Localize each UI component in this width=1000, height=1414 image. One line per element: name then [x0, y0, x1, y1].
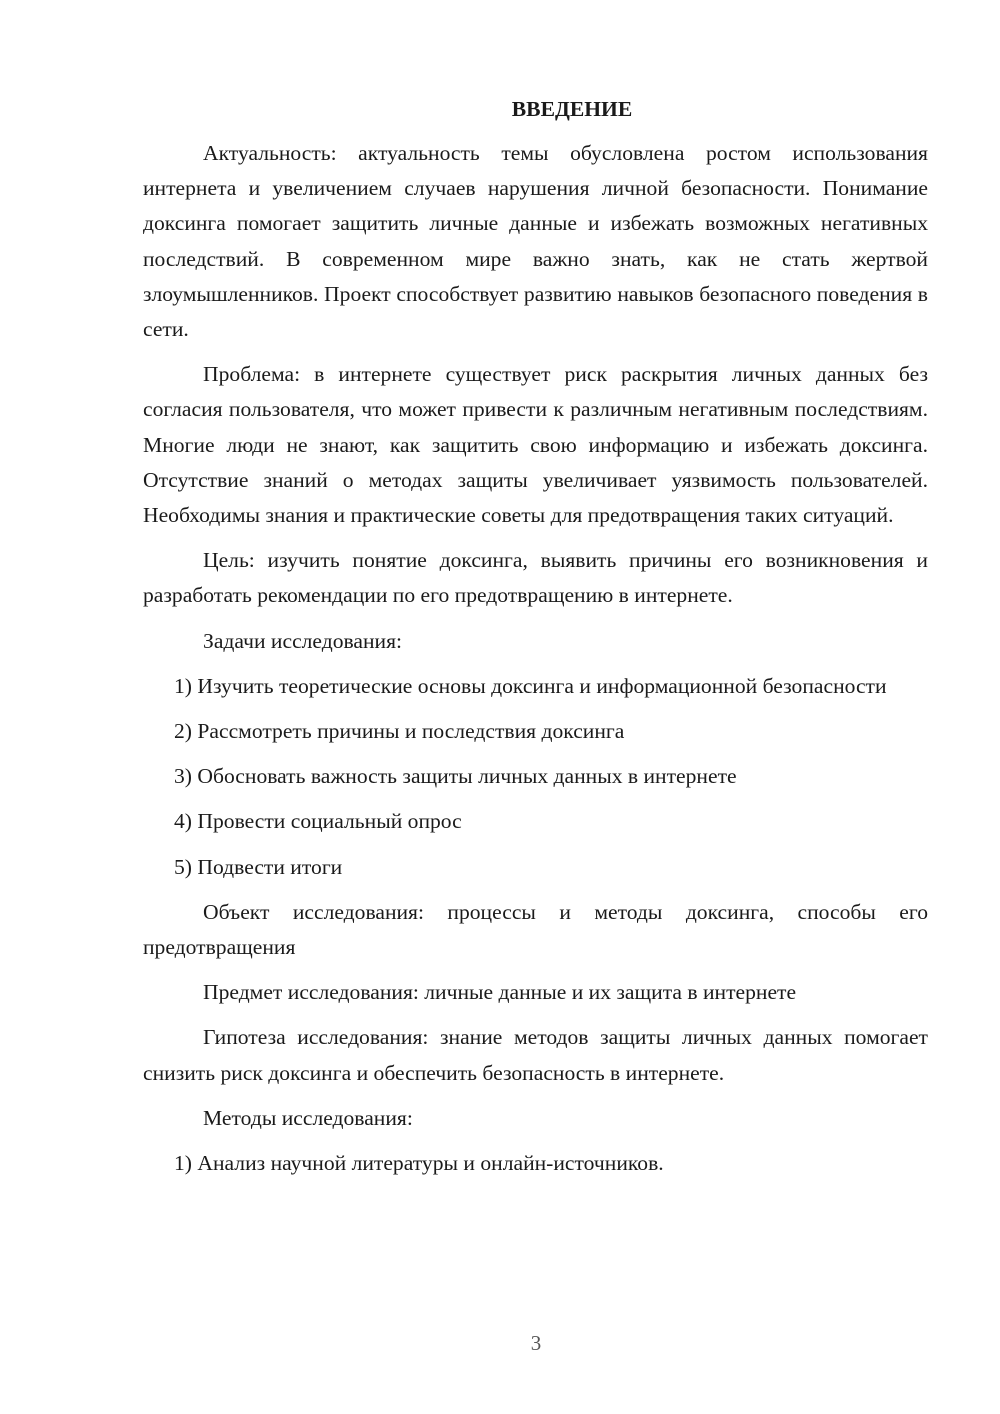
page-title: ВВЕДЕНИЕ — [511, 97, 633, 121]
task-item-5: 5) Подвести итоги — [174, 854, 343, 879]
paragraph-problem: Проблема: в интернете существует риск раскрытия личных данных без согласия пользователя, что может привести к различным негативным последствиям. Многие люди не знают, как защитить свою информацию и избежать доксинга. Отсутствие знаний о методах защиты увеличивает уязвимость пользователей. Необходимы знания и практические советы для предотвращения таких ситуаций. — [143, 362, 928, 528]
task-item-3: 3) Обосновать важность защиты личных данных в интернете — [174, 764, 737, 789]
task-item-2: 2) Рассмотреть причины и последствия доксинга — [174, 719, 625, 744]
paragraph-goal: Цель: изучить понятие доксинга, выявить причины его возникновения и разработать рекомендации по его предотвращению в интернете. — [143, 548, 928, 608]
paragraph-object: Объект исследования: процессы и методы доксинга, способы его предотвращения — [143, 899, 928, 960]
tasks-heading: Задачи исследования: — [203, 628, 403, 653]
method-item-1: 1) Анализ научной литературы и онлайн-источников. — [174, 1151, 664, 1176]
task-item-1: 1) Изучить теоретические основы доксинга и информационной безопасности — [174, 673, 887, 698]
methods-heading: Методы исследования: — [203, 1105, 413, 1130]
document-body — [143, 92, 928, 1191]
page-number: 3 — [530, 1331, 542, 1355]
task-item-4: 4) Провести социальный опрос — [174, 809, 462, 834]
paragraph-subject: Предмет исследования: личные данные и их защита в интернете — [203, 980, 797, 1005]
paragraph-hypothesis: Гипотеза исследования: знание методов защиты личных данных помогает снизить риск доксинга и обеспечить безопасность в интернете. — [143, 1025, 928, 1085]
paragraph-relevance: Актуальность: актуальность темы обусловлена ростом использования интернета и увеличением случаев нарушения личной безопасности. Понимание доксинга помогает защитить личные данные и избежать возможных негативных последствий. В современном мире важно знать, как не стать жертвой злоумышленников. Проект способствует развитию навыков безопасного поведения в сети. — [143, 141, 928, 342]
